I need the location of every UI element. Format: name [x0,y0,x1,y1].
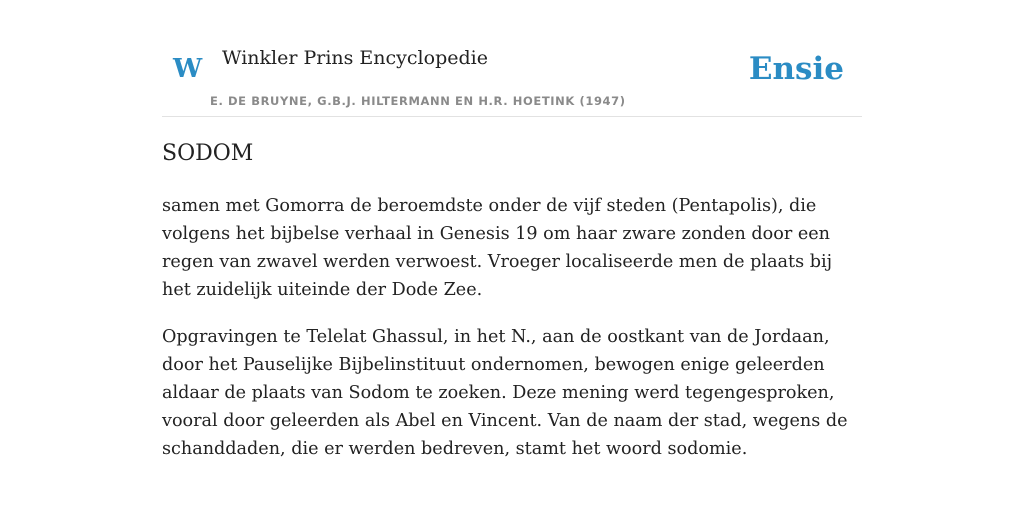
entry-content [162,192,862,482]
ensie-brand-link[interactable]: Ensie [748,51,844,87]
entry-paragraph: samen met Gomorra de beroemdste onder de vijf steden (Pentapolis), die volgens het bijbelse verhaal in Genesis 19 om haar zware zonden door een regen van zwavel werden verwoest. Vroeger localiseerde men de plaats bij het zuidelijk uiteinde der Dode Zee. [162,196,833,300]
entry-paragraph: Opgravingen te Telelat Ghassul, in het N., aan de oostkant van de Jordaan, door het Pauselijke Bijbelinstituut ondernomen, bewogen enige geleerden aldaar de plaats van Sodom te zoeken. Deze mening werd tegengesproken, vooral door geleerden als Abel en Vincent. Van de naam der stad, wegens de schanddaden, die er werden bedreven, stamt het woord sodomie. [162,327,848,459]
entry-title: SODOM [162,141,254,166]
source-title[interactable]: Winkler Prins Encyclopedie [222,47,488,69]
source-header [162,0,862,117]
winkler-prins-logo: W [173,54,203,84]
source-authors: E. DE BRUYNE, G.B.J. HILTERMANN EN H.R. HOETINK (1947) [210,94,626,108]
